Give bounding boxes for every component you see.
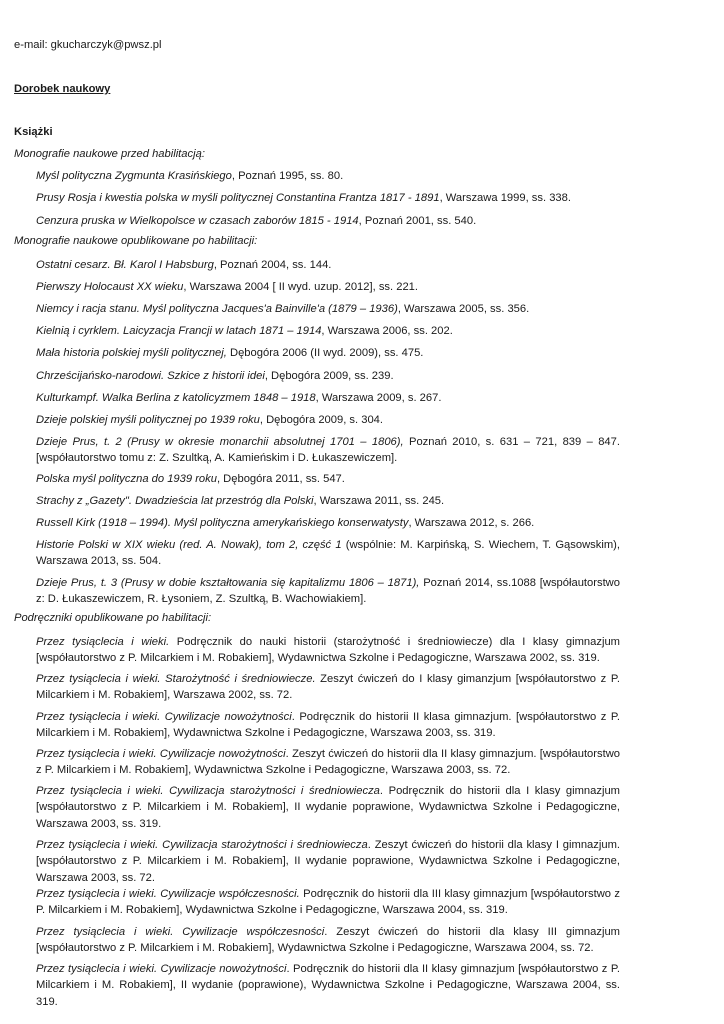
- entry-details: , Dębogóra 2009, s. 304.: [259, 414, 384, 426]
- entry-details: Poznań 2014, ss.1088 [współautorstwo z: D. Łukaszewiczem, R. Łysoniem, Z. Szultką, B. Wachowiakiem].: [36, 577, 620, 606]
- bibliography-entry: [36, 575, 620, 608]
- bibliography-entry: [36, 390, 620, 406]
- entry-title: Przez tysiąclecia i wieki. Starożytność i średniowiecze.: [36, 673, 316, 685]
- bibliography-entry: [36, 257, 620, 273]
- bibliography-entry: [36, 709, 620, 742]
- entry-details: (wspólnie: M. Karpińską, S. Wiechem, T. Gąsowskim), Warszawa 2013, ss. 504.: [36, 539, 620, 568]
- entry-details: , Warszawa 2011, ss. 245.: [313, 495, 445, 507]
- entry-title: Przez tysiąclecia i wieki. Cywilizacja starożytności i średniowiecza: [36, 839, 368, 851]
- entry-title: Przez tysiąclecia i wieki. Cywilizacje nowożytności: [36, 748, 286, 760]
- entry-title: Pierwszy Holocaust XX wieku: [36, 281, 184, 293]
- entry-title: Kielnią i cyrklem. Laicyzacja Francji w latach 1871 – 1914: [36, 325, 322, 337]
- entry-title: Przez tysiąclecia i wieki. Cywilizacje nowożytności: [36, 963, 287, 975]
- section-title: Dorobek naukowy: [14, 83, 111, 95]
- entry-details: Podręcznik do historii dla III klasy gimnazjum [współautorstwo z P. Milcarkiem i M. Robakiem], Wydawnictwa Szkolne i Pedagogiczne, Warszawa 2004, ss. 319.: [36, 888, 620, 917]
- entry-title: Russell Kirk (1918 – 1994). Myśl polityczna amerykańskiego konserwatysty: [36, 517, 409, 529]
- entry-details: Zeszyt ćwiczeń do I klasy gimanzjum [współautorstwo z P. Milcarkiem i M. Robakiem], Warszawa 2002, ss. 72.: [36, 673, 620, 702]
- entry-details: , Poznań 2004, ss. 144.: [213, 259, 332, 271]
- bibliography-entry: [36, 323, 620, 339]
- bibliography-entry: [36, 537, 620, 570]
- entry-title: Mała historia polskiej myśli politycznej,: [36, 347, 227, 359]
- entry-details: . Podręcznik do historii dla II klasy gimnazjum [współautorstwo z P. Milcarkiem i M. Robakiem], II wydanie (poprawione), Wydawnictwa Szkolne i Pedagogiczne, Warszawa 2004, ss. 319.: [36, 963, 620, 1008]
- entry-details: , Poznań 1995, ss. 80.: [231, 170, 344, 182]
- email-line: e-mail: gkucharczyk@pwsz.pl: [14, 39, 162, 51]
- entry-details: , Warszawa 2006, ss. 202.: [321, 325, 453, 337]
- entry-details: , Poznań 2001, ss. 540.: [358, 215, 477, 227]
- bibliography-entry: [36, 783, 620, 832]
- entry-title: Przez tysiąclecia i wieki. Cywilizacje nowożytności: [36, 711, 292, 723]
- subsection-title: Książki: [14, 126, 53, 138]
- entry-details: . Podręcznik do historii dla I klasy gimnazjum [współautorstwo z P. Milcarkiem i M. Robakiem], II wydanie poprawione, Wydawnictwa Szkolne i Pedagogiczne, Warszawa 2003, ss. 319.: [36, 785, 620, 830]
- bibliography-entry: [36, 515, 620, 531]
- bibliography-entry: [36, 279, 620, 295]
- entry-details: Poznań 2010, s. 631 – 721, 839 – 847. [współautorstwo tomu z: Z. Szultką, A. Kamieńskim i D. Łukaszewiczem].: [36, 436, 620, 465]
- category-title: Monografie naukowe przed habilitacją:: [14, 148, 205, 160]
- entry-title: Dzieje polskiej myśli politycznej po 1939 roku: [36, 414, 260, 426]
- entry-title: Dzieje Prus, t. 2 (Prusy w okresie monarchii absolutnej 1701 – 1806),: [36, 436, 404, 448]
- entry-details: , Dębogóra 2011, ss. 547.: [216, 473, 345, 485]
- bibliography-entry: [36, 434, 620, 467]
- entry-details: , Warszawa 1999, ss. 338.: [439, 192, 571, 204]
- bibliography-entry: [36, 190, 620, 206]
- bibliography-entry: [36, 961, 620, 1010]
- entry-details: , Warszawa 2004 [ II wyd. uzup. 2012], ss. 221.: [183, 281, 419, 293]
- entry-title: Polska myśl polityczna do 1939 roku: [36, 473, 217, 485]
- entry-title: Myśl polityczna Zygmunta Krasińskiego: [36, 170, 232, 182]
- entry-details: . Zeszyt ćwiczeń do historii dla II klasy gimnazjum. [współautorstwo z P. Milcarkiem i M. Robakiem], Wydawnictwa Szkolne i Pedagogiczne, Warszawa 2003, ss. 72.: [36, 748, 621, 777]
- category-title: Podręczniki opublikowane po habilitacji:: [14, 612, 212, 624]
- bibliography-entry: [36, 886, 620, 919]
- bibliography-entry: [36, 301, 620, 317]
- entry-title: Przez tysiąclecia i wieki. Cywilizacja starożytności i średniowiecza: [36, 785, 380, 797]
- entry-title: Cenzura pruska w Wielkopolsce w czasach zaborów 1815 - 1914: [36, 215, 359, 227]
- bibliography-entry: [36, 412, 620, 428]
- bibliography-entry: [36, 368, 620, 384]
- bibliography-entry: [36, 471, 620, 487]
- entry-details: . Zeszyt ćwiczeń do historii dla klasy III gimnazjum [współautorstwo z P. Milcarkiem i M. Robakiem], Wydawnictwa Szkolne i Pedagogiczne, Warszawa 2004, ss. 72.: [36, 926, 620, 955]
- bibliography-entry: [36, 924, 620, 957]
- bibliography-entry: [36, 837, 620, 886]
- entry-title: Niemcy i racja stanu. Myśl polityczna Jacques'a Bainville'a (1879 – 1936): [36, 303, 398, 315]
- entry-details: , Dębogóra 2009, ss. 239.: [264, 370, 394, 382]
- bibliography-entry: [36, 746, 620, 779]
- entry-title: Kulturkampf. Walka Berlina z katolicyzmem 1848 – 1918: [36, 392, 316, 404]
- entry-title: Prusy Rosja i kwestia polska w myśli politycznej Constantina Frantza 1817 - 1891: [36, 192, 440, 204]
- bibliography-entry: [36, 493, 620, 509]
- entry-title: Historie Polski w XIX wieku (red. A. Nowak), tom 2, część 1: [36, 539, 342, 551]
- bibliography-entry: [36, 345, 620, 361]
- bibliography-entry: [36, 213, 620, 229]
- entry-details: , Warszawa 2009, s. 267.: [315, 392, 442, 404]
- entry-title: Przez tysiąclecia i wieki. Cywilizacje współczesności.: [36, 888, 300, 900]
- entry-title: Przez tysiąclecia i wieki.: [36, 636, 170, 648]
- entry-details: Dębogóra 2006 (II wyd. 2009), ss. 475.: [226, 347, 424, 359]
- entry-title: Chrześcijańsko-narodowi. Szkice z historii idei: [36, 370, 265, 382]
- entry-details: , Warszawa 2012, s. 266.: [408, 517, 535, 529]
- entry-details: . Zeszyt ćwiczeń do historii dla klasy I gimnazjum. [współautorstwo z P. Milcarkiem i M. Robakiem], II wydanie poprawione, Wydawnictwa Szkolne i Pedagogiczne, Warszawa 2003, ss. 72.: [36, 839, 620, 884]
- category-title: Monografie naukowe opublikowane po habilitacji:: [14, 235, 258, 247]
- entry-title: Dzieje Prus, t. 3 (Prusy w dobie kształtowania się kapitalizmu 1806 – 1871),: [36, 577, 420, 589]
- entry-details: Podręcznik do nauki historii (starożytność i średniowiecze) dla I klasy gimnazjum [współautorstwo z P. Milcarkiem i M. Robakiem], Wydawnictwa Szkolne i Pedagogiczne, Warszawa 2002, ss. 319.: [36, 636, 620, 665]
- entry-title: Przez tysiąclecia i wieki. Cywilizacje współczesności: [36, 926, 325, 938]
- entry-details: . Podręcznik do historii II klasa gimnazjum. [współautorstwo z P. Milcarkiem i M. Robakiem], Wydawnictwa Szkolne i Pedagogiczne, Warszawa 2003, ss. 319.: [36, 711, 620, 740]
- entry-title: Strachy z „Gazety". Dwadzieścia lat przestróg dla Polski: [36, 495, 314, 507]
- bibliography-entry: [36, 634, 620, 667]
- entry-title: Ostatni cesarz. Bł. Karol I Habsburg: [36, 259, 214, 271]
- bibliography-entry: [36, 168, 620, 184]
- bibliography-entry: [36, 671, 620, 704]
- entry-details: , Warszawa 2005, ss. 356.: [397, 303, 530, 315]
